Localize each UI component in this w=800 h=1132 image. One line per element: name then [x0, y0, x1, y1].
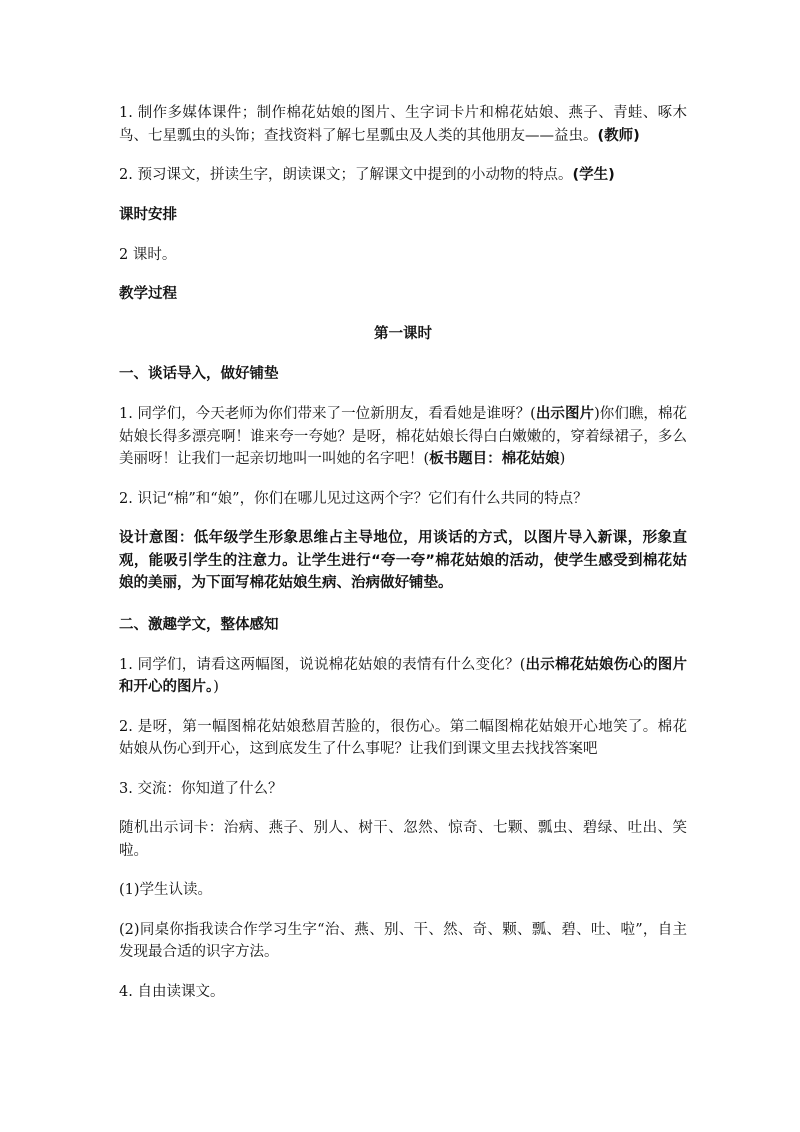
lesson-title: 第一课时: [374, 326, 432, 342]
prep-item-2: [119, 164, 687, 187]
section-1-heading: 一、谈话导入，做好铺垫: [119, 366, 279, 382]
section-2-sub-1: (1)学生认读。: [119, 882, 213, 898]
process-heading: 教学过程: [119, 286, 177, 302]
section-1-item-1-part-e: ): [559, 451, 566, 467]
section-2-sub-2: (2)同桌你指我读合作学习生字“治、燕、别、干、然、奇、颗、瓢、碧、吐、啦”，自主发现最合适的识字方法。: [119, 921, 687, 960]
section-1-item-1-part-a: 1. 同学们，今天老师为你们带来了一位新朋友，看看她是谁呀？(: [119, 406, 536, 422]
section-2-item-1-part-c: ): [213, 679, 219, 695]
section-2-item-4: 4. 自由读课文。: [119, 983, 225, 1000]
prep-item-2-text: 2. 预习课文，拼读生字，朗读课文；了解课文中提到的小动物的特点。: [119, 167, 573, 183]
section-2-item-1: [119, 654, 687, 699]
prep-item-2-note: (学生): [572, 167, 615, 183]
section-2-item-2: 2. 是呀，第一幅图棉花姑娘愁眉苦脸的，很伤心。第二幅图棉花姑娘开心地笑了。棉花姑娘从伤心到开心，这到底发生了什么事呢？让我们到课文里去找找答案吧: [119, 718, 687, 757]
section-2-heading: 二、激趣学文，整体感知: [119, 616, 279, 633]
section-1-item-1-show-picture: 出示图片: [535, 406, 595, 422]
section-1-item-2: 2. 识记“棉”和“娘”，你们在哪儿见过这两个字？它们有什么共同的特点？: [119, 490, 588, 507]
prep-item-1-text: 1. 制作多媒体课件；制作棉花姑娘的图片、生字词卡片和棉花姑娘、燕子、青蛙、啄木鸟、七星瓢虫的头饰；查找资料了解七星瓢虫及人类的其他朋友——益虫。: [119, 105, 687, 144]
section-2-item-3: 3. 交流：你知道了什么？: [119, 780, 283, 797]
design-intent: 设计意图：低年级学生形象思维占主导地位，用谈话的方式，以图片导入新课，形象直观，能吸引学生的注意力。让学生进行“夸一夸”棉花姑娘的活动，使学生感受到棉花姑娘的美丽，为下面写棉花姑娘生病、治病做好铺垫。: [119, 530, 687, 591]
schedule-text: 2 课时。: [119, 246, 177, 263]
document-page: [119, 102, 687, 1020]
word-cards: 随机出示词卡：治病、燕子、别人、树干、忽然、惊奇、七颗、瓢虫、碧绿、吐出、笑啦。: [119, 820, 687, 859]
section-1-item-1-board-title: 板书题目：棉花姑娘: [429, 451, 560, 467]
section-2-item-1-part-a: 1. 同学们，请看这两幅图，说说棉花姑娘的表情有什么变化？(: [119, 656, 526, 673]
section-1-item-1: [119, 403, 687, 471]
section-2-item-1-show-pictures: 出示棉花姑娘伤心的图片和开心的图片。: [119, 656, 687, 695]
schedule-heading: 课时安排: [119, 206, 177, 223]
prep-item-1: [119, 102, 687, 147]
prep-item-1-note: (教师): [597, 127, 640, 144]
section-1-item-1-part-c: )你们瞧，棉花姑娘长得多漂亮啊！谁来夸一夸她？是呀，棉花姑娘长得白白嫩嫩的，穿着绿裙子，多么美丽呀！让我们一起亲切地叫一叫她的名字吧！(: [119, 406, 687, 467]
